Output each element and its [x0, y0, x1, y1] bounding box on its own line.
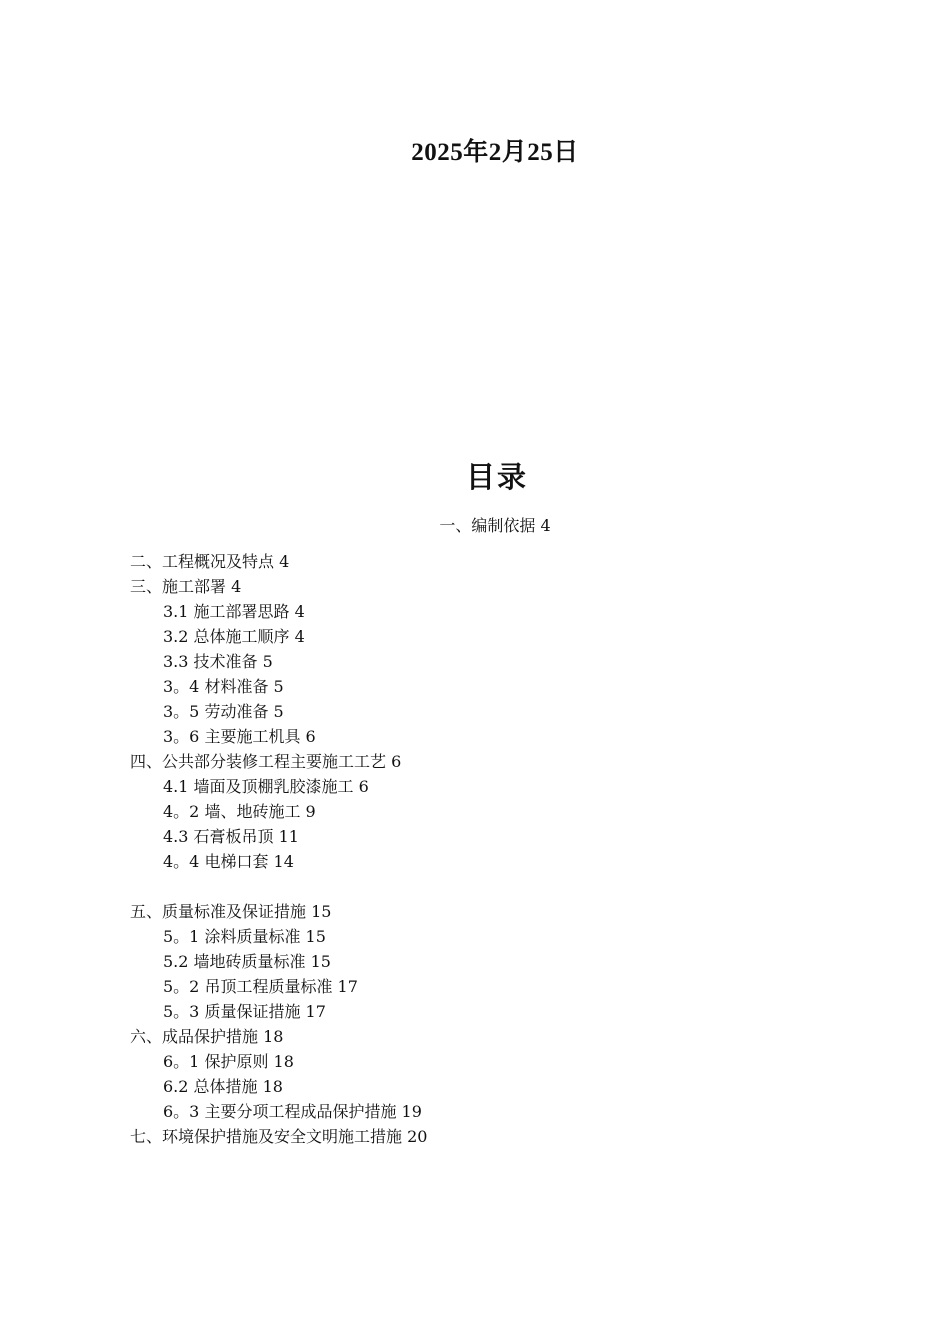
toc-subsection-entry: 5。3 质量保证措施 17 [163, 1002, 326, 1021]
toc-subsection-entry: 4.1 墙面及顶棚乳胶漆施工 6 [163, 777, 369, 796]
document-date: 2025年2月25日 [411, 139, 579, 166]
toc-entry-first: 一、编制依据 4 [439, 516, 551, 535]
toc-subsection-entry: 3.3 技术准备 5 [163, 652, 273, 671]
toc-subsection-entry: 4。4 电梯口套 14 [163, 852, 294, 871]
toc-subsection-entry: 3.2 总体施工顺序 4 [163, 627, 305, 646]
toc-subsection-entry: 4.3 石膏板吊顶 11 [163, 827, 299, 846]
toc-section-entry: 三、施工部署 4 [130, 577, 242, 596]
toc-list [130, 549, 427, 1149]
toc-subsection-entry: 5。2 吊顶工程质量标准 17 [163, 977, 358, 996]
toc-subsection-entry: 4。2 墙、地砖施工 9 [163, 802, 316, 821]
toc-subsection-entry: 3。5 劳动准备 5 [163, 702, 284, 721]
toc-subsection-entry: 6。3 主要分项工程成品保护措施 19 [163, 1102, 422, 1121]
toc-subsection-entry: 5.2 墙地砖质量标准 15 [163, 952, 331, 971]
toc-section-entry: 六、成品保护措施 18 [130, 1027, 284, 1046]
toc-section-entry: 四、公共部分装修工程主要施工工艺 6 [130, 752, 402, 771]
toc-subsection-entry: 3.1 施工部署思路 4 [163, 602, 305, 621]
toc-subsection-entry: 5。1 涂料质量标准 15 [163, 927, 326, 946]
toc-subsection-entry: 3。4 材料准备 5 [163, 677, 284, 696]
toc-subsection-entry: 6。1 保护原则 18 [163, 1052, 294, 1071]
toc-section-entry: 二、工程概况及特点 4 [130, 552, 290, 571]
toc-subsection-entry: 6.2 总体措施 18 [163, 1077, 283, 1096]
toc-section-entry: 五、质量标准及保证措施 15 [130, 902, 332, 921]
toc-title: 目录 [465, 460, 528, 494]
toc-subsection-entry: 3。6 主要施工机具 6 [163, 727, 316, 746]
toc-section-entry: 七、环境保护措施及安全文明施工措施 20 [130, 1127, 428, 1146]
